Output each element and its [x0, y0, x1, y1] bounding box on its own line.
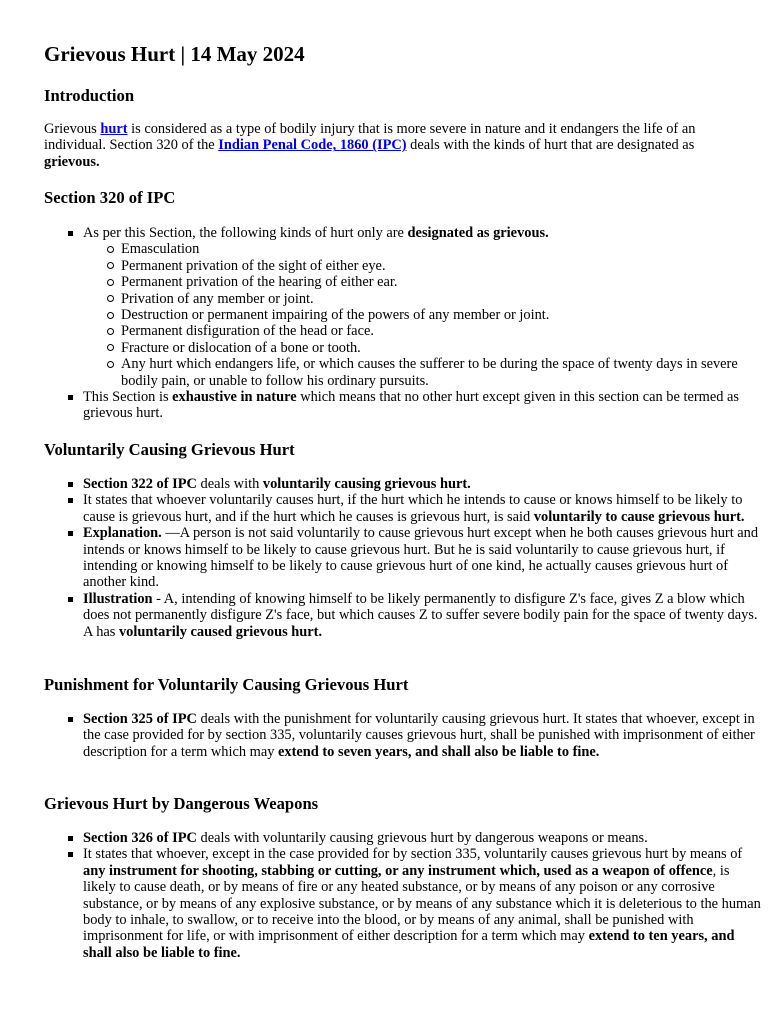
intro-text-3: deals with the kinds of hurt that are designated as — [406, 137, 695, 154]
section-325-list — [44, 711, 763, 760]
list-item-bold: any instrument for shooting, stabbing or cutting, or any instrument which, used as a weapon of offence — [83, 862, 713, 879]
list-item-text: deals with — [196, 476, 263, 492]
list-item-text: deals with voluntarily causing grievous hurt by dangerous weapons or means. — [196, 830, 648, 846]
section-320-list — [44, 225, 763, 422]
list-item-bold: Section 325 of IPC — [83, 711, 197, 727]
list-item — [83, 830, 763, 846]
list-item: Destruction or permanent impairing of the powers of any member or joint. — [121, 307, 763, 323]
list-item-bold: extend to seven years, and shall also be liable to fine. — [278, 743, 600, 760]
list-item: Permanent disfiguration of the head or face. — [121, 323, 763, 339]
list-item-text: deals with the punishment for voluntarily causing grievous hurt. It states that whoever, except in the case provided for by section 335, voluntarily causes grievous hurt, shall be punished with imprisonment of either description for a term which may — [83, 711, 755, 760]
heading-section-320: Section 320 of IPC — [44, 188, 176, 207]
intro-paragraph — [44, 121, 724, 170]
list-item-text: It states that whoever, except in the case provided for by section 335, voluntarily causes grievous hurt by means of — [83, 846, 743, 863]
heading-section-326: Grievous Hurt by Dangerous Weapons — [44, 794, 319, 813]
intro-text-1: Grievous — [44, 121, 101, 137]
list-item: Permanent privation of the hearing of either ear. — [121, 274, 763, 290]
list-item: Any hurt which endangers life, or which causes the sufferer to be during the space of twenty days in severe bodily pain, or unable to follow his ordinary pursuits. — [121, 356, 763, 389]
list-item-bold: designated as grievous. — [407, 225, 549, 241]
list-item — [83, 525, 763, 591]
list-item — [83, 389, 763, 422]
page-title: Grievous Hurt | 14 May 2024 — [44, 42, 305, 66]
list-item-bold: Section 326 of IPC — [83, 830, 197, 846]
list-item-text: , is likely to cause death, or by means of fire or any heated substance, or by means of any poison or any corrosive substance, or by means of any explosive substance, or by means of any substance which it is deleterious to the human body to inhale, to swallow, or to receive into the blood, or by means of any animal, shall be punished with imprisonment for life, or with imprisonment of either description for a term which may — [83, 862, 761, 945]
section-322-list — [44, 476, 763, 640]
heading-section-322: Voluntarily Causing Grievous Hurt — [44, 440, 295, 459]
list-item — [83, 492, 763, 525]
list-item-text: This Section is — [83, 389, 173, 406]
ipc-link[interactable]: Indian Penal Code, 1860 (IPC) — [218, 137, 407, 154]
list-item-bold: Illustration — [83, 590, 153, 607]
list-item-text: which means that no other hurt except given in this section can be termed as grievous hurt. — [83, 389, 739, 422]
list-item-bold: Explanation. — [83, 525, 162, 542]
section-326-list — [44, 830, 763, 961]
list-item — [83, 591, 763, 640]
list-item: Privation of any member or joint. — [121, 291, 763, 307]
heading-section-325: Punishment for Voluntarily Causing Grievous Hurt — [44, 675, 409, 694]
intro-bold-grievous: grievous. — [44, 153, 100, 170]
list-item-bold: exhaustive in nature — [172, 389, 297, 406]
list-item-bold: voluntarily to cause grievous hurt. — [533, 508, 745, 525]
kinds-of-hurt-list — [83, 241, 763, 389]
list-item — [83, 846, 763, 961]
list-item-text: As per this Section, the following kinds of hurt only are — [83, 225, 408, 241]
intro-text-2: is considered as a type of bodily injury that is more severe in nature and it endangers the life of an individual. Section 320 of the — [44, 121, 696, 154]
list-item-text: —A person is not said voluntarily to cause grievous hurt except when he both causes grievous hurt and intends or knows himself to be likely to cause grievous hurt. But he is said voluntarily to cause grievous hurt, if intending or knowing himself to be likely to cause grievous hurt of one kind, he actually causes grievous hurt of another kind. — [83, 525, 759, 591]
list-item-text: It states that whoever voluntarily causes hurt, if the hurt which he intends to cause or knows himself to be likely to cause is grievous hurt, and if the hurt which he causes is grievous hurt, is said — [83, 492, 743, 525]
list-item-text: - A, intending of knowing himself to be likely permanently to disfigure Z's face, gives Z a blow which does not permanently disfigure Z's face, but which causes Z to suffer severe bodily pain for the space of twenty days. A has — [83, 590, 758, 640]
heading-introduction: Introduction — [44, 86, 135, 105]
hurt-link[interactable]: hurt — [100, 121, 128, 137]
list-item — [83, 711, 763, 760]
list-item-bold: voluntarily caused grievous hurt. — [118, 623, 323, 640]
list-item-bold: voluntarily causing grievous hurt. — [262, 476, 471, 492]
list-item-bold: extend to ten years, and shall also be liable to fine. — [83, 928, 735, 961]
list-item — [83, 225, 763, 389]
list-item: Emasculation — [121, 241, 763, 257]
list-item — [83, 476, 763, 492]
list-item: Permanent privation of the sight of either eye. — [121, 258, 763, 274]
list-item: Fracture or dislocation of a bone or tooth. — [121, 340, 763, 356]
list-item-bold: Section 322 of IPC — [83, 476, 197, 492]
